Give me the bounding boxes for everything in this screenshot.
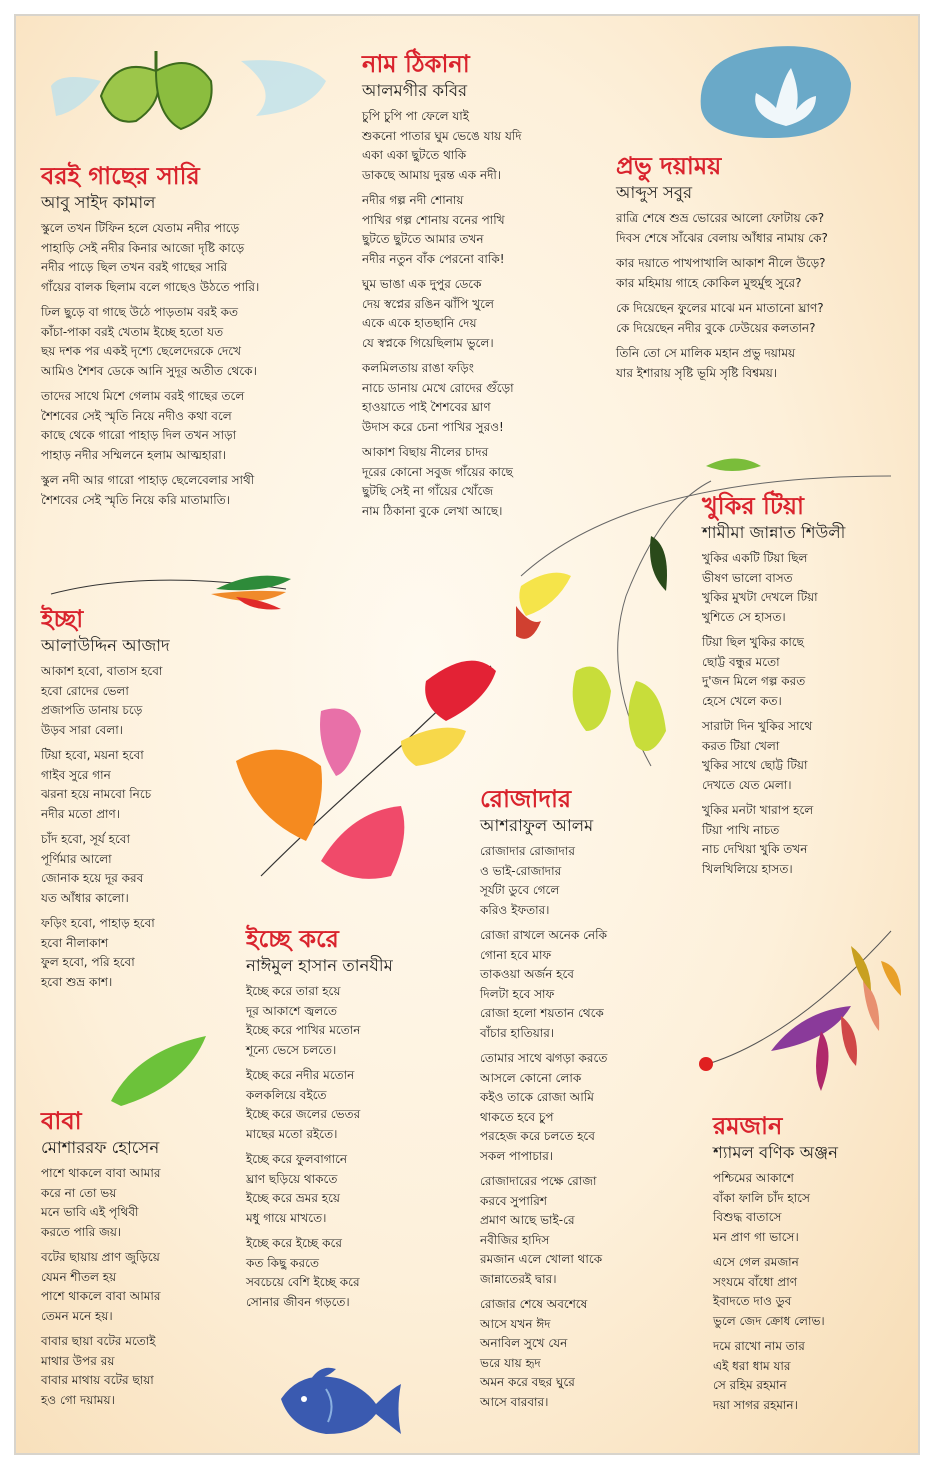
poem-line: খুকির মুখটা দেখলে টিয়া bbox=[702, 590, 818, 604]
poem-line: কলকলিয়ে বইতে bbox=[246, 1087, 327, 1102]
poem-line: কাছে থেকে গারো পাহাড় দিল তখন সাড়া bbox=[41, 428, 237, 442]
poem-author: আলমগীর কবির bbox=[362, 81, 468, 100]
poem-line: করে না তো ভয় bbox=[41, 1185, 117, 1200]
poem-title: ইচ্ছা bbox=[41, 605, 84, 633]
poem-line: ভরে যায় হৃদ bbox=[480, 1355, 541, 1370]
poem-line: পূর্ণিমার আলো bbox=[41, 851, 112, 866]
poem-title: রোজাদার bbox=[480, 785, 572, 813]
poem-line: ইচ্ছে করে নদীর মতোন bbox=[246, 1068, 355, 1082]
poem-body bbox=[702, 549, 845, 879]
poem-line: যত আঁধার কালো। bbox=[41, 890, 129, 905]
poem-line: সংযমে বাঁধো প্রাণ bbox=[713, 1274, 797, 1289]
stanza bbox=[713, 1253, 838, 1331]
poem-line: পাহাড় নদীর সম্মিলনে হলাম আত্মহারা। bbox=[41, 447, 227, 462]
poem-line: ফুল হবো, পরি হবো bbox=[41, 955, 135, 969]
poem-body bbox=[41, 219, 259, 510]
poem-line: মাথার উপর রয় bbox=[41, 1353, 115, 1368]
poem-line: কইও তাকে রোজা আমি bbox=[480, 1090, 594, 1104]
poem-line: ভীষণ ভালো বাসত bbox=[702, 570, 793, 585]
poem-line: খিলখিলিয়ে হাসত। bbox=[702, 861, 793, 876]
poem-line: হবো রোদের ভেলা bbox=[41, 683, 129, 698]
stanza bbox=[41, 303, 259, 381]
poem-line: পাহাড়ি সেই নদীর কিনার আজো দৃষ্টি কাড়ে bbox=[41, 240, 245, 255]
poem-line: কার দয়াতে পাখপাখালি আকাশ নীলে উড়ে? bbox=[616, 256, 826, 270]
stanza bbox=[246, 1234, 393, 1312]
poem-line: আসলে কোনো লোক bbox=[480, 1070, 582, 1085]
stanza bbox=[480, 842, 607, 920]
poem-line: খুশিতে সে হাসত। bbox=[702, 609, 786, 624]
poem-line: করত টিয়া খেলা bbox=[702, 738, 780, 753]
poem-line: নাচ দেখিয়া খুকি তখন bbox=[702, 842, 808, 856]
poem-author: নাঈমুল হাসান তানযীম bbox=[246, 956, 393, 975]
poem-line: ইচ্ছে করে পাখির মতোন bbox=[246, 1023, 361, 1037]
poem-line: কাঁচা-পাকা বরই খেতাম ইচ্ছে হতো যত bbox=[41, 324, 224, 339]
poem-author: আশরাফুল আলম bbox=[480, 816, 594, 835]
poem-line: গাঁয়ের বালক ছিলাম বলে গাছেও উঠতে পারি। bbox=[41, 279, 260, 294]
poem-line: জোনাক হয়ে দূর করব bbox=[41, 871, 144, 885]
leaves-illustration bbox=[41, 41, 331, 141]
stanza bbox=[246, 1066, 393, 1144]
stanza bbox=[480, 1172, 607, 1289]
poem-body bbox=[41, 1164, 160, 1410]
stanza bbox=[41, 1164, 160, 1242]
poem-line: তাকওয়া অর্জন হবে bbox=[480, 967, 574, 981]
poem-line: পাশে থাকলে বাবা আমার bbox=[41, 1289, 161, 1303]
poem-line: স্কুল নদী আর গারো পাহাড় ছেলেবেলার সাথী bbox=[41, 473, 255, 487]
poem-line: বটের ছায়ায় প্রাণ জুড়িয়ে bbox=[41, 1250, 160, 1264]
poem-line: পাশে থাকলে বাবা আমার bbox=[41, 1166, 161, 1180]
poem-line: ছুটছি সেই না গাঁয়ের খোঁজে bbox=[362, 484, 494, 498]
stanza bbox=[480, 1295, 607, 1412]
poem-line: একা একা ছুটতে থাকি bbox=[362, 148, 467, 162]
poem-line: এই ধরা ধাম যার bbox=[713, 1358, 791, 1373]
stanza bbox=[41, 1248, 160, 1326]
poem-line: উড়ব সারা বেলা। bbox=[41, 722, 123, 737]
poem-line: ফড়িং হবো, পাহাড় হবো bbox=[41, 916, 155, 930]
poem-line: হও গো দয়াময়। bbox=[41, 1392, 115, 1407]
poem-line: ঘ্রাণ ছড়িয়ে থাকতে bbox=[246, 1171, 338, 1186]
stanza bbox=[702, 549, 845, 627]
poem-line: মন প্রাণ গা ভাসে। bbox=[713, 1229, 799, 1244]
poem-line: আকাশ হবো, বাতাস হবো bbox=[41, 664, 163, 678]
poem-line: নদীর মতো প্রাণ। bbox=[41, 806, 121, 821]
poem-line: টিয়া পাখি নাচত bbox=[702, 822, 780, 837]
stanza bbox=[616, 254, 828, 293]
poem-line: খুকির সাথে ছোট্ট টিয়া bbox=[702, 758, 808, 772]
poem-title: রমজান bbox=[713, 1112, 783, 1140]
poem-line: বাঁচার হাতিয়ার। bbox=[480, 1025, 555, 1040]
poem-line: ইচ্ছে করে ফুলবাগানে bbox=[246, 1152, 348, 1166]
poem-line: ইচ্ছে করে ভ্রমর হয়ে bbox=[246, 1191, 340, 1205]
poem-line: অমন করে বছর ঘুরে bbox=[480, 1375, 575, 1389]
poem-author: শ্যামল বণিক অঞ্জন bbox=[713, 1143, 838, 1162]
poem-body bbox=[713, 1169, 838, 1415]
poem-line: নদীর পাড়ে ছিল তখন বরই গাছের সারি bbox=[41, 260, 228, 274]
poem-line: ডাকছে আমায় দুরন্ত এক নদী। bbox=[362, 167, 502, 182]
stanza bbox=[41, 830, 170, 908]
poem-line: ইচ্ছে করে তারা হয়ে bbox=[246, 984, 341, 998]
colorful-leaves-branch bbox=[221, 636, 511, 886]
poem-line: হবো নীলাকাশ bbox=[41, 935, 109, 950]
poem-line: নদীর গল্প নদী শোনায় bbox=[362, 193, 464, 207]
stanza bbox=[480, 1049, 607, 1166]
poem-line: চুপি চুপি পা ফেলে যাই bbox=[362, 109, 470, 123]
poem-line: রাত্রি শেষে শুভ্র ভোরের আলো ফোটায় কে? bbox=[616, 211, 825, 225]
poem-line: দূর আকাশে জ্বলতে bbox=[246, 1003, 338, 1018]
poem-line: শৈশবের সেই স্মৃতি নিয়ে করি মাতামাতি। bbox=[41, 492, 230, 507]
poem-author: মোশাররফ হোসেন bbox=[41, 1138, 160, 1157]
poem-line: কে দিয়েছেন নদীর বুকে ঢেউয়ের কলতান? bbox=[616, 320, 816, 335]
poem-line: সূর্যটা ডুবে গেলে bbox=[480, 883, 560, 897]
poem-line: টিয়া ছিল খুকির কাছে bbox=[702, 635, 804, 649]
poem-line: ছুটতে ছুটতে আমার তখন bbox=[362, 232, 484, 246]
poem-line: কার মহিমায় গাহে কোকিল মুহুর্মুহু সুরে? bbox=[616, 275, 802, 290]
poem-line: সে রহিম রহমান bbox=[713, 1378, 787, 1392]
poem-line: হবো শুভ্র কাশ। bbox=[41, 974, 113, 989]
poem-line: শূন্যে ভেসে চলতে। bbox=[246, 1042, 337, 1057]
fish-illustration bbox=[266, 1364, 406, 1444]
stanza bbox=[41, 1332, 160, 1410]
poem-title: নাম ঠিকানা bbox=[362, 50, 470, 78]
poem-line: রোজা হলো শয়তান থেকে bbox=[480, 1006, 604, 1020]
poem-line: ভুলে জেদ ক্রোধ লোভ। bbox=[713, 1313, 825, 1328]
poem-line: শৈশবের সেই স্মৃতি নিয়ে নদীও কথা বলে bbox=[41, 408, 232, 423]
poem-boroi-gacher-sari bbox=[41, 161, 259, 516]
poem-title: ইচ্ছে করে bbox=[246, 925, 339, 953]
poem-line: মনে ভাবি এই পৃথিবী bbox=[41, 1205, 139, 1219]
poem-line: যে স্বপ্নকে গিয়েছিলাম ভুলে। bbox=[362, 335, 494, 350]
poem-line: দেখতে যেত মেলা। bbox=[702, 777, 792, 792]
poem-author: শামীমা জান্নাত শিউলী bbox=[702, 523, 846, 542]
stanza bbox=[362, 443, 522, 521]
poem-line: সকল পাপাচার। bbox=[480, 1148, 554, 1163]
poem-author: আলাউদ্দিন আজাদ bbox=[41, 636, 170, 655]
poem-line: স্কুলে তখন টিফিন হলে যেতাম নদীর পাড়ে bbox=[41, 221, 240, 235]
grass-leaf bbox=[101, 1031, 211, 1111]
poem-line: আকাশ বিছায় নীলের চাদর bbox=[362, 445, 489, 459]
poem-line: গোনা হবে মাফ bbox=[480, 947, 552, 962]
poem-line: রোজাদারের পক্ষে রোজা bbox=[480, 1174, 597, 1188]
poem-line: দয়া সাগর রহমান। bbox=[713, 1397, 798, 1412]
stanza bbox=[41, 219, 259, 297]
poem-line: উদাস করে চেনা পাখির সুরও! bbox=[362, 419, 504, 434]
poem-line: খুকির একটি টিয়া ছিল bbox=[702, 551, 808, 565]
poem-line: বিশুদ্ধ বাতাসে bbox=[713, 1210, 782, 1224]
stanza bbox=[362, 275, 522, 353]
poem-line: ঝরনা হয়ে নামবো নিচে bbox=[41, 787, 152, 801]
poem-line: হাওয়াতে পাই শৈশবের ঘ্রাণ bbox=[362, 400, 491, 414]
poem-line: একে একে হাতছানি দেয় bbox=[362, 316, 477, 330]
flower-illustration bbox=[691, 38, 856, 148]
poem-line: করতে পারি জয়। bbox=[41, 1224, 122, 1239]
poem-line: কে দিয়েছেন ফুলের মাঝে মন মাতানো ঘ্রাণ? bbox=[616, 301, 824, 315]
poem-line: গাইব সুরে গান bbox=[41, 767, 111, 782]
stanza bbox=[713, 1169, 838, 1247]
poem-author: আব্দুস সবুর bbox=[616, 183, 693, 202]
poem-khukir-tiya bbox=[702, 491, 845, 885]
poem-line: আসে বারবার। bbox=[480, 1394, 549, 1409]
poem-body bbox=[41, 662, 170, 992]
poem-line: রোজাদার রোজাদার bbox=[480, 844, 575, 858]
poem-line: ইচ্ছে করে জলের ভেতর bbox=[246, 1107, 361, 1121]
poem-line: যেমন শীতল হয় bbox=[41, 1269, 117, 1284]
poem-line: ঢিল ছুড়ে বা গাছে উঠে পাড়তাম বরই কত bbox=[41, 305, 238, 319]
stanza bbox=[713, 1337, 838, 1415]
feather-leaves-branch bbox=[691, 921, 906, 1096]
poetry-page bbox=[14, 14, 920, 1455]
poem-line: ইবাদতে দাও ডুব bbox=[713, 1294, 792, 1308]
poem-line: রোজার শেষে অবশেষে bbox=[480, 1297, 588, 1311]
poem-line: হেসে খেলে কত। bbox=[702, 693, 782, 708]
poem-line: দিলটা হবে সাফ bbox=[480, 986, 555, 1001]
poem-line: খুকির মনটা খারাপ হলে bbox=[702, 803, 814, 817]
poem-line: পাখির গল্প শোনায় বনের পাখি bbox=[362, 212, 505, 227]
poem-title: প্রভু দয়াময় bbox=[616, 152, 722, 180]
poem-line: দেয় স্বপ্নের রঙিন ঝাঁপি খুলে bbox=[362, 296, 494, 311]
poem-line: টিয়া হবো, ময়না হবো bbox=[41, 748, 144, 762]
poem-body bbox=[616, 209, 828, 383]
poem-line: নাম ঠিকানা বুকে লেখা আছে। bbox=[362, 503, 503, 518]
poem-line: ছোট্ট বন্ধুর মতো bbox=[702, 654, 780, 669]
stanza bbox=[362, 191, 522, 269]
poem-line: ইচ্ছে করে ইচ্ছে করে bbox=[246, 1236, 342, 1250]
poem-line: শুকনো পাতার ঘুম ভেঙে যায় যদি bbox=[362, 128, 522, 143]
poem-line: তাদের সাথে মিশে গেলাম বরই গাছের তলে bbox=[41, 389, 245, 403]
poem-line: সবচেয়ে বেশি ইচ্ছে করে bbox=[246, 1275, 360, 1289]
stanza bbox=[702, 801, 845, 879]
poem-line: রমজান এলে খোলা থাকে bbox=[480, 1252, 603, 1266]
poem-provu-doyamoy bbox=[616, 151, 828, 389]
stanza bbox=[246, 1150, 393, 1228]
poem-line: দিবস শেষে সাঁঝের বেলায় আঁধার নামায় কে? bbox=[616, 230, 828, 245]
poem-iccha bbox=[41, 604, 170, 998]
stanza bbox=[702, 633, 845, 711]
poem-line: আসে যখন ঈদ bbox=[480, 1316, 551, 1331]
stanza bbox=[41, 387, 259, 465]
poem-line: আমিও শৈশব ডেকে আনি সুদূর অতীত থেকে। bbox=[41, 363, 257, 378]
poem-title: বরই গাছের সারি bbox=[41, 162, 200, 190]
poem-line: দু'জন মিলে গল্প করত bbox=[702, 674, 806, 688]
poem-line: করবে সুপারিশ bbox=[480, 1193, 547, 1208]
poem-title: খুকির টিয়া bbox=[702, 492, 805, 520]
poem-line: অনাবিল সুখে যেন bbox=[480, 1336, 568, 1350]
poem-body bbox=[480, 842, 607, 1412]
poem-line: থাকতে হবে চুপ bbox=[480, 1109, 554, 1124]
poem-icche-kore bbox=[246, 924, 393, 1318]
poem-line: ঘুম ভাঙা এক দুপুর ডেকে bbox=[362, 277, 482, 291]
poem-line: বাবার ছায়া বটের মতোই bbox=[41, 1334, 156, 1348]
poem-line: চাঁদ হবো, সূর্য হবো bbox=[41, 832, 130, 846]
stanza bbox=[616, 209, 828, 248]
poem-line: সারাটা দিন খুকির সাথে bbox=[702, 719, 813, 733]
poem-line: বাবার মাথায় বটের ছায়া bbox=[41, 1373, 154, 1387]
stanza bbox=[41, 746, 170, 824]
poem-line: পরহেজ করে চলতে হবে bbox=[480, 1129, 595, 1143]
poem-line: মধু গায়ে মাখতে। bbox=[246, 1210, 327, 1225]
poem-line: দমে রাখো নাম তার bbox=[713, 1339, 805, 1353]
poem-line: তোমার সাথে ঝগড়া করতে bbox=[480, 1051, 608, 1065]
poem-line: নদীর নতুন বাঁক পেরনো বাকি! bbox=[362, 251, 505, 266]
poem-line: মাছের মতো রইতে। bbox=[246, 1126, 338, 1141]
poem-line: নাচে ডানায় মেখে রোদের গুঁড়ো bbox=[362, 380, 514, 395]
stanza bbox=[41, 471, 259, 510]
stanza bbox=[41, 662, 170, 740]
poem-romjan bbox=[713, 1111, 838, 1421]
stanza bbox=[616, 299, 828, 338]
stanza bbox=[480, 926, 607, 1043]
poem-rojadar bbox=[480, 784, 607, 1418]
poem-line: বাঁকা ফালি চাঁদ হাসে bbox=[713, 1190, 810, 1205]
poem-line: করিও ইফতার। bbox=[480, 902, 550, 917]
stanza bbox=[362, 107, 522, 185]
stanza bbox=[41, 914, 170, 992]
stanza bbox=[246, 982, 393, 1060]
poem-line: সোনার জীবন গড়তে। bbox=[246, 1294, 350, 1309]
poem-title: বাবা bbox=[41, 1107, 82, 1135]
poem-line: তেমন মনে হয়। bbox=[41, 1308, 113, 1323]
poem-line: প্রজাপতি ডানায় চড়ে bbox=[41, 703, 143, 717]
poem-line: কত কিছু করতে bbox=[246, 1255, 319, 1270]
poem-body bbox=[246, 982, 393, 1312]
poem-line: কলমিলতায় রাঙা ফড়িং bbox=[362, 361, 474, 375]
stanza bbox=[362, 359, 522, 437]
poem-line: জান্নাতেরই দ্বার। bbox=[480, 1271, 557, 1286]
poem-line: পশ্চিমের আকাশে bbox=[713, 1171, 794, 1185]
poem-line: তিনি তো সে মালিক মহান প্রভু দয়াময় bbox=[616, 346, 796, 360]
poem-line: ছয় দশক পর একই দৃশ্যে ছেলেদেরকে দেখে bbox=[41, 344, 241, 358]
stanza bbox=[702, 717, 845, 795]
stanza bbox=[616, 344, 828, 383]
poem-line: রোজা রাখলে অনেক নেকি bbox=[480, 928, 607, 942]
poem-line: দূরের কোনো সবুজ গাঁয়ের কাছে bbox=[362, 464, 513, 479]
poem-baba bbox=[41, 1106, 160, 1416]
poem-body bbox=[362, 107, 522, 521]
poem-line: এসে গেল রমজান bbox=[713, 1255, 799, 1269]
poem-author: আবু সাইদ কামাল bbox=[41, 193, 156, 212]
poem-line: প্রমাণ আছে ভাই-রে bbox=[480, 1213, 575, 1227]
poem-line: নবীজির হাদিস bbox=[480, 1232, 550, 1247]
poem-line: যার ইশারায় সৃষ্টি ভূমি সৃষ্টি বিশ্বময়। bbox=[616, 365, 778, 380]
poem-nam-thikana bbox=[362, 49, 522, 527]
poem-line: ও ভাই-রোজাদার bbox=[480, 863, 562, 878]
